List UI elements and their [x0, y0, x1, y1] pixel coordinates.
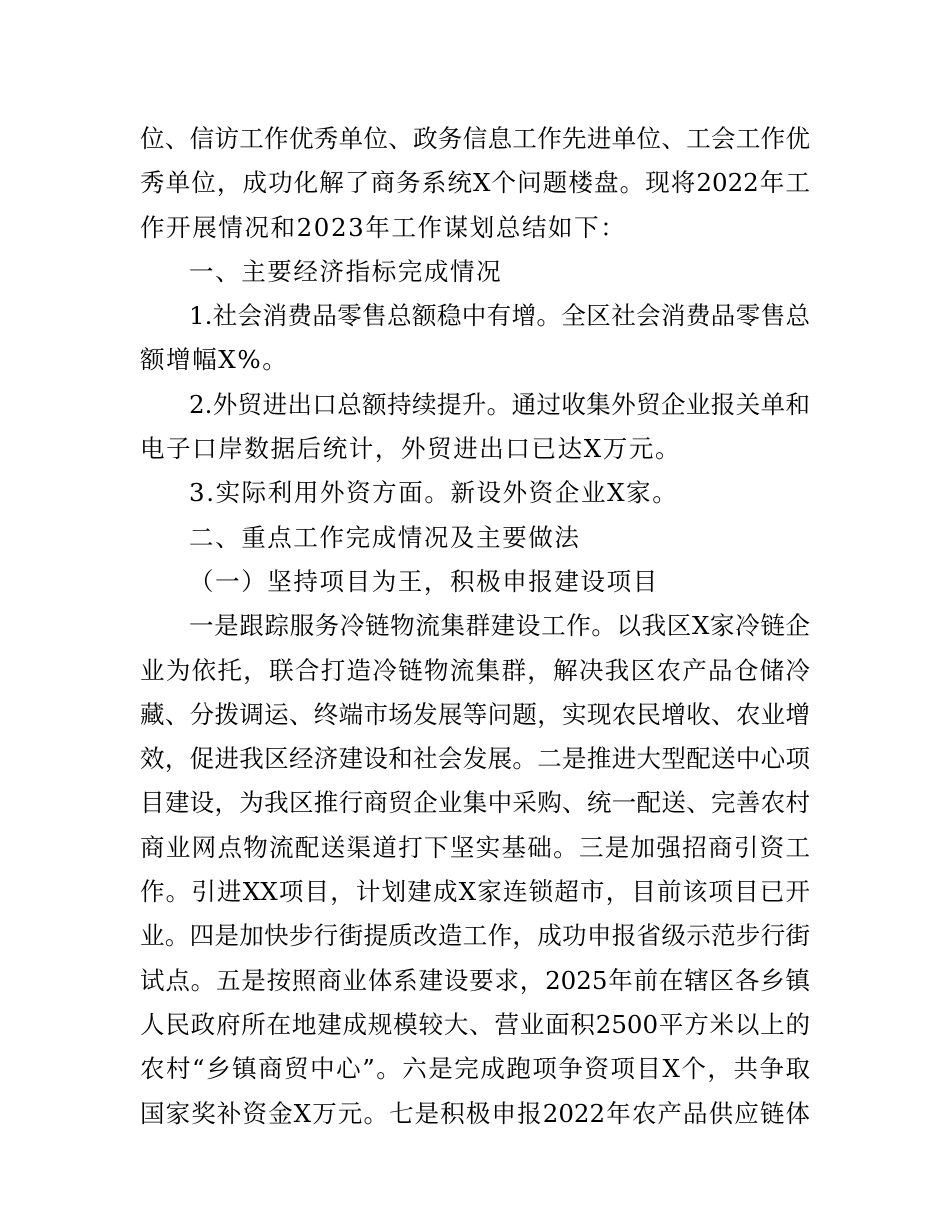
text-line: 二、重点工作完成情况及主要做法 [189, 522, 581, 552]
text-line: 位、信访工作优秀单位、政务信息工作先进单位、工会工作优 [140, 124, 810, 153]
text-line: 业。四是加快步行街提质改造工作，成功申报省级示范步行街 [140, 921, 810, 951]
text-line: 作。引进XX项目，计划建成X家连锁超市，目前该项目已开 [140, 877, 810, 907]
text-line: 业为依托，联合打造冷链物流集群，解决我区农产品仓储冷 [140, 655, 810, 685]
text-line: 商业网点物流配送渠道打下坚实基础。三是加强招商引资工 [140, 832, 810, 862]
text-line: 效，促进我区经济建设和社会发展。二是推进大型配送中心项 [140, 744, 810, 774]
text-line: 秀单位，成功化解了商务系统X个问题楼盘。现将2022年工 [140, 168, 810, 198]
text-line: 作开展情况和2023年工作谋划总结如下： [140, 212, 627, 242]
text-line: 试点。五是按照商业体系建设要求，2025年前在辖区各乡镇 [140, 965, 810, 995]
text-line: 目建设，为我区推行商贸企业集中采购、统一配送、完善农村 [140, 788, 810, 818]
text-line: 人民政府所在地建成规模较大、营业面积2500平方米以上的 [140, 1009, 810, 1039]
text-line: 一、主要经济指标完成情况 [189, 256, 503, 286]
text-line: 2.外贸进出口总额持续提升。通过收集外贸企业报关单和 [189, 389, 810, 419]
text-line: 电子口岸数据后统计，外贸进出口已达X万元。 [140, 434, 682, 464]
text-line: （一）坚持项目为王，积极申报建设项目 [189, 566, 659, 596]
text-line: 国家奖补资金X万元。七是积极申报2022年农产品供应链体 [140, 1098, 810, 1128]
text-line: 藏、分拨调运、终端市场发展等问题，实现农民增收、农业增 [140, 699, 810, 729]
text-line: 1.社会消费品零售总额稳中有增。全区社会消费品零售总 [189, 301, 810, 331]
document-page [140, 117, 810, 1136]
text-line: 额增幅X%。 [140, 345, 289, 375]
text-line: 农村“乡镇商贸中心”。六是完成跑项争资项目X个，共争取 [140, 1054, 810, 1084]
text-line: 3.实际利用外资方面。新设外资企业X家。 [189, 478, 679, 508]
text-line: 一是跟踪服务冷链物流集群建设工作。以我区X家冷链企 [189, 611, 810, 641]
